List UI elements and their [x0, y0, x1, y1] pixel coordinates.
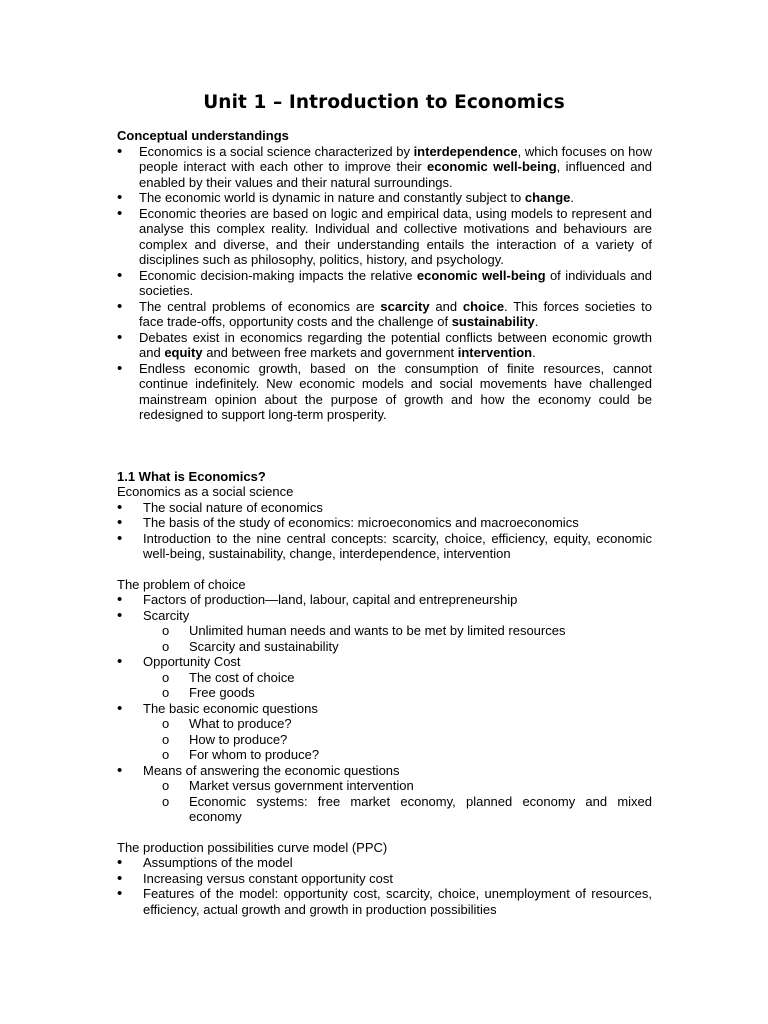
list-item: • Assumptions of the model [117, 855, 652, 871]
spacer [117, 423, 652, 469]
sub-list-item: o Scarcity and sustainability [117, 639, 652, 655]
list-item-label: The basic economic questions [143, 700, 318, 716]
list-item-label: Opportunity Cost [143, 654, 241, 669]
sub-list [143, 778, 652, 825]
conceptual-bullet: • Economic decision-making impacts the relative economic well-being of individuals and societies. [117, 268, 652, 299]
ppc-label: The production possibilities curve model (PPC) [117, 839, 388, 855]
section-heading: 1.1 What is Economics? [117, 468, 266, 484]
sub-list-item: o Free goods [117, 685, 652, 701]
list-item: • Introduction to the nine central concepts: scarcity, choice, efficiency, equity, economic well-being, sustainability, change, interdependence, intervention [117, 531, 652, 562]
sub-list [143, 716, 652, 763]
spacer [117, 825, 652, 840]
list-item: • The social nature of economics [117, 500, 652, 516]
document-body [117, 128, 652, 917]
page-title: Unit 1 – Introduction to Economics [203, 92, 565, 113]
social-science-list [117, 500, 652, 562]
sub-list-item: o Unlimited human needs and wants to be met by limited resources [117, 623, 652, 639]
sub-list-item: o Market versus government intervention [117, 778, 652, 794]
list-item [117, 701, 652, 763]
ppc-list [117, 855, 652, 917]
list-item [117, 608, 652, 655]
conceptual-bullet: • The economic world is dynamic in nature and constantly subject to change. [117, 190, 652, 206]
list-item-label: Means of answering the economic questions [143, 762, 400, 778]
sub-list-item: o For whom to produce? [117, 747, 652, 763]
conceptual-bullet: • Economic theories are based on logic and empirical data, using models to represent and analyse this complex reality. Individual and collective motivations and behaviours are complex and diverse, and their understanding entails the interaction of a variety of disciplines such as philosophy, politics, history, and psychology. [117, 206, 652, 268]
sub-list-item: o Economic systems: free market economy, planned economy and mixed economy [117, 794, 652, 825]
social-science-label: Economics as a social science [117, 484, 294, 499]
conceptual-bullet: • Endless economic growth, based on the consumption of finite resources, cannot continue indefinitely. New economic models and social movements have challenged mainstream opinion about the purpose of growth and how the economy could be redesigned to support long-term prosperity. [117, 361, 652, 423]
list-item [117, 763, 652, 825]
conceptual-heading: Conceptual understandings [117, 128, 289, 143]
conceptual-bullet: • Debates exist in economics regarding the potential conflicts between economic growth and equity and between free markets and government intervention. [117, 330, 652, 361]
spacer [117, 562, 652, 577]
list-item: • Factors of production—land, labour, capital and entrepreneurship [117, 592, 652, 608]
list-item: • Features of the model: opportunity cost, scarcity, choice, unemployment of resources, efficiency, actual growth and growth in production possibilities [117, 886, 652, 917]
list-item [117, 654, 652, 701]
list-item-label: Scarcity [143, 607, 190, 623]
conceptual-bullet: • The central problems of economics are scarcity and choice. This forces societies to face trade-offs, opportunity costs and the challenge of sustainability. [117, 299, 652, 330]
sub-list-item: o The cost of choice [117, 670, 652, 686]
sub-list-item: o How to produce? [117, 732, 652, 748]
list-item: • The basis of the study of economics: microeconomics and macroeconomics [117, 515, 652, 531]
conceptual-bullet: • Economics is a social science characterized by interdependence, which focuses on how people interact with each other to improve their economic well-being, influenced and enabled by their values and their natural surroundings. [117, 144, 652, 191]
sub-list [143, 623, 652, 654]
conceptual-list [117, 144, 652, 423]
list-item: • Increasing versus constant opportunity cost [117, 871, 652, 887]
choice-list [117, 592, 652, 825]
choice-label: The problem of choice [117, 576, 246, 592]
sub-list [143, 670, 652, 701]
sub-list-item: o What to produce? [117, 716, 652, 732]
